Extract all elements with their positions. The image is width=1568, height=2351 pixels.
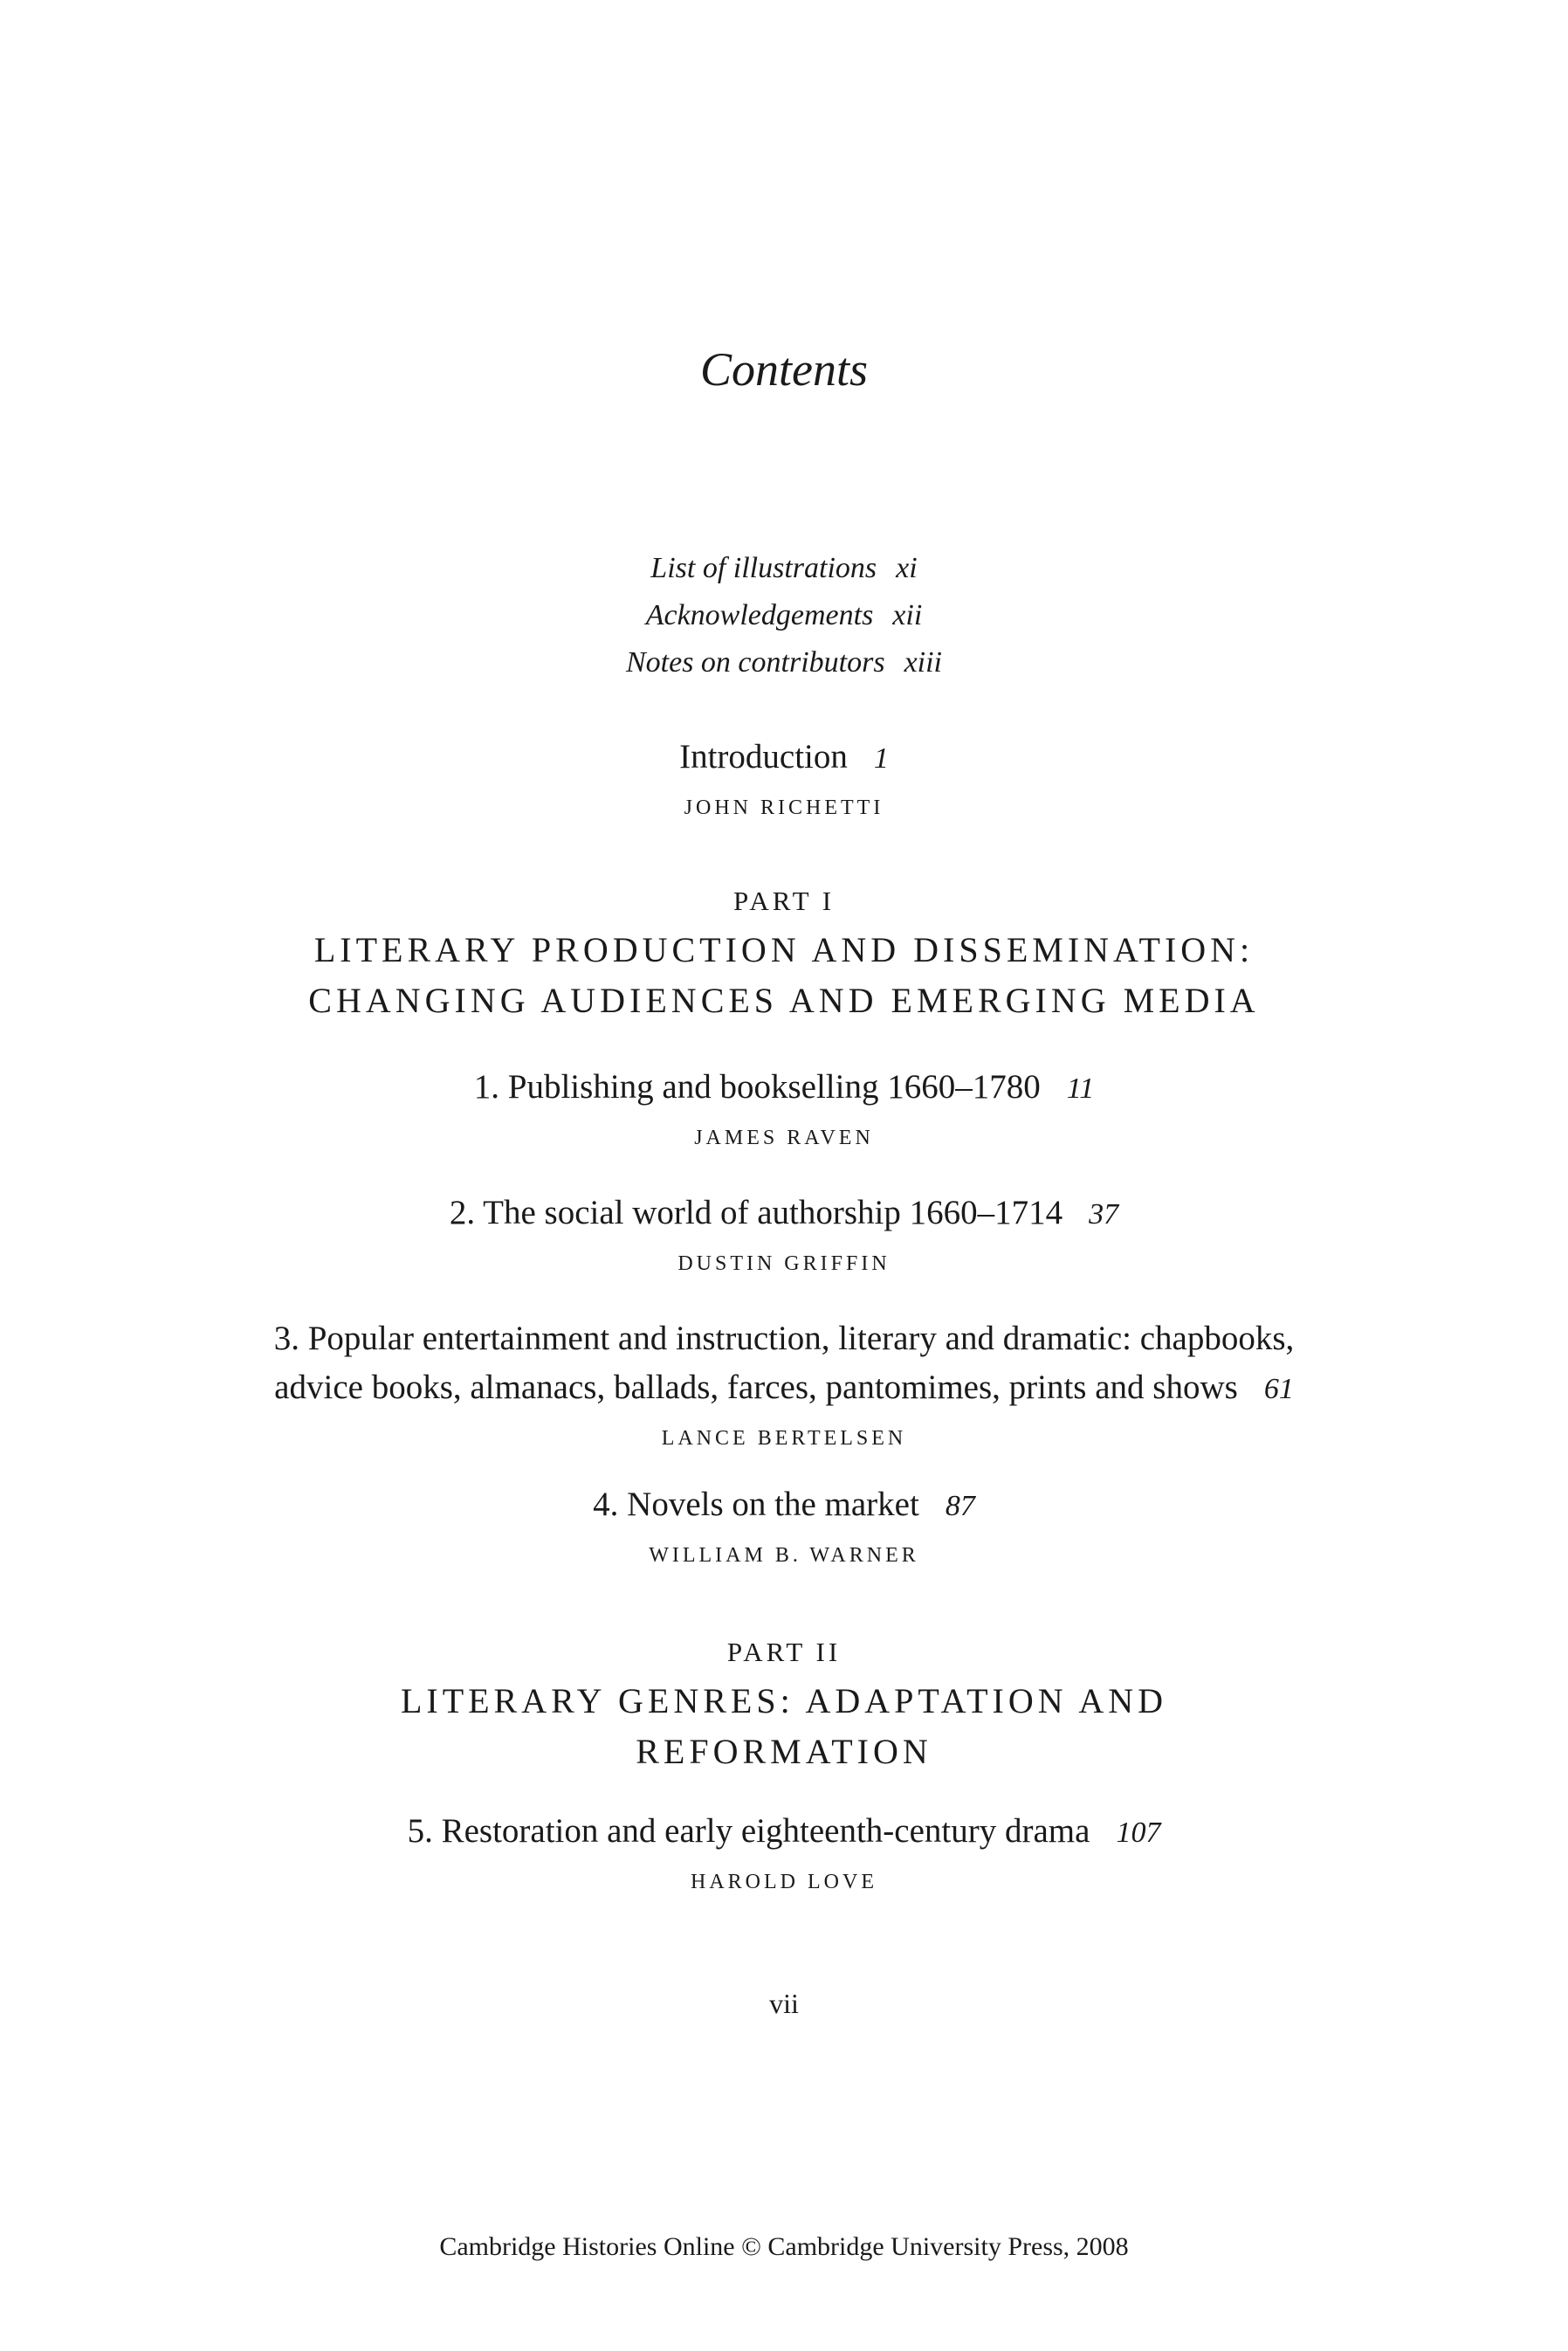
entry-page: 107 <box>1116 1817 1161 1849</box>
page-number: vii <box>769 1988 799 2019</box>
front-matter-item <box>0 552 1568 585</box>
page-title: Contents <box>699 343 868 396</box>
entry-title: 2. The social world of authorship 1660–1714 <box>449 1194 1063 1231</box>
part-title-line: LITERARY GENRES: ADAPTATION AND <box>400 1681 1168 1720</box>
entry-page: 1 <box>873 742 889 775</box>
front-matter-page: xii <box>892 599 923 631</box>
entry-author: DUSTIN GRIFFIN <box>677 1252 891 1275</box>
entry-page: 87 <box>945 1490 975 1522</box>
entry-title: Introduction <box>679 738 848 776</box>
part-title-line: LITERARY PRODUCTION AND DISSEMINATION: <box>313 930 1255 969</box>
front-matter-label: Notes on contributors <box>625 646 885 679</box>
entry-author: HAROLD LOVE <box>691 1871 877 1893</box>
entry-title: 4. Novels on the market <box>593 1486 919 1523</box>
front-matter-page: xi <box>896 552 918 584</box>
toc-entry <box>0 1368 1568 1407</box>
front-matter-item <box>0 599 1568 632</box>
entry-page: 11 <box>1066 1072 1095 1105</box>
toc-entry-introduction <box>0 737 1568 776</box>
entry-author: JOHN RICHETTI <box>684 796 884 819</box>
entry-title: advice books, almanacs, ballads, farces, pantomimes, prints and shows <box>274 1369 1238 1406</box>
entry-title: 1. Publishing and bookselling 1660–1780 <box>473 1068 1041 1106</box>
toc-entry-line: 3. Popular entertainment and instruction, literary and dramatic: chapbooks, <box>273 1320 1295 1357</box>
toc-entry <box>0 1193 1568 1232</box>
entry-page: 37 <box>1089 1198 1119 1231</box>
entry-author: LANCE BERTELSEN <box>661 1427 907 1450</box>
toc-entry <box>0 1811 1568 1851</box>
entry-author: JAMES RAVEN <box>694 1127 874 1149</box>
front-matter-label: Acknowledgements <box>645 599 874 631</box>
entry-author: WILLIAM B. WARNER <box>649 1544 919 1567</box>
entry-page: 61 <box>1263 1373 1294 1405</box>
part-label: PART II <box>726 1637 842 1667</box>
part-title-line: CHANGING AUDIENCES AND EMERGING MEDIA <box>308 981 1260 1020</box>
part-label: PART I <box>732 886 836 916</box>
part-title-line: REFORMATION <box>636 1732 932 1771</box>
toc-entry <box>0 1485 1568 1524</box>
front-matter-page: xiii <box>904 646 942 679</box>
front-matter-item <box>0 646 1568 679</box>
toc-entry <box>0 1067 1568 1107</box>
front-matter-label: List of illustrations <box>650 552 877 584</box>
entry-title: 5. Restoration and early eighteenth-century drama <box>407 1812 1090 1850</box>
footer-copyright: Cambridge Histories Online © Cambridge University Press, 2008 <box>439 2232 1129 2261</box>
